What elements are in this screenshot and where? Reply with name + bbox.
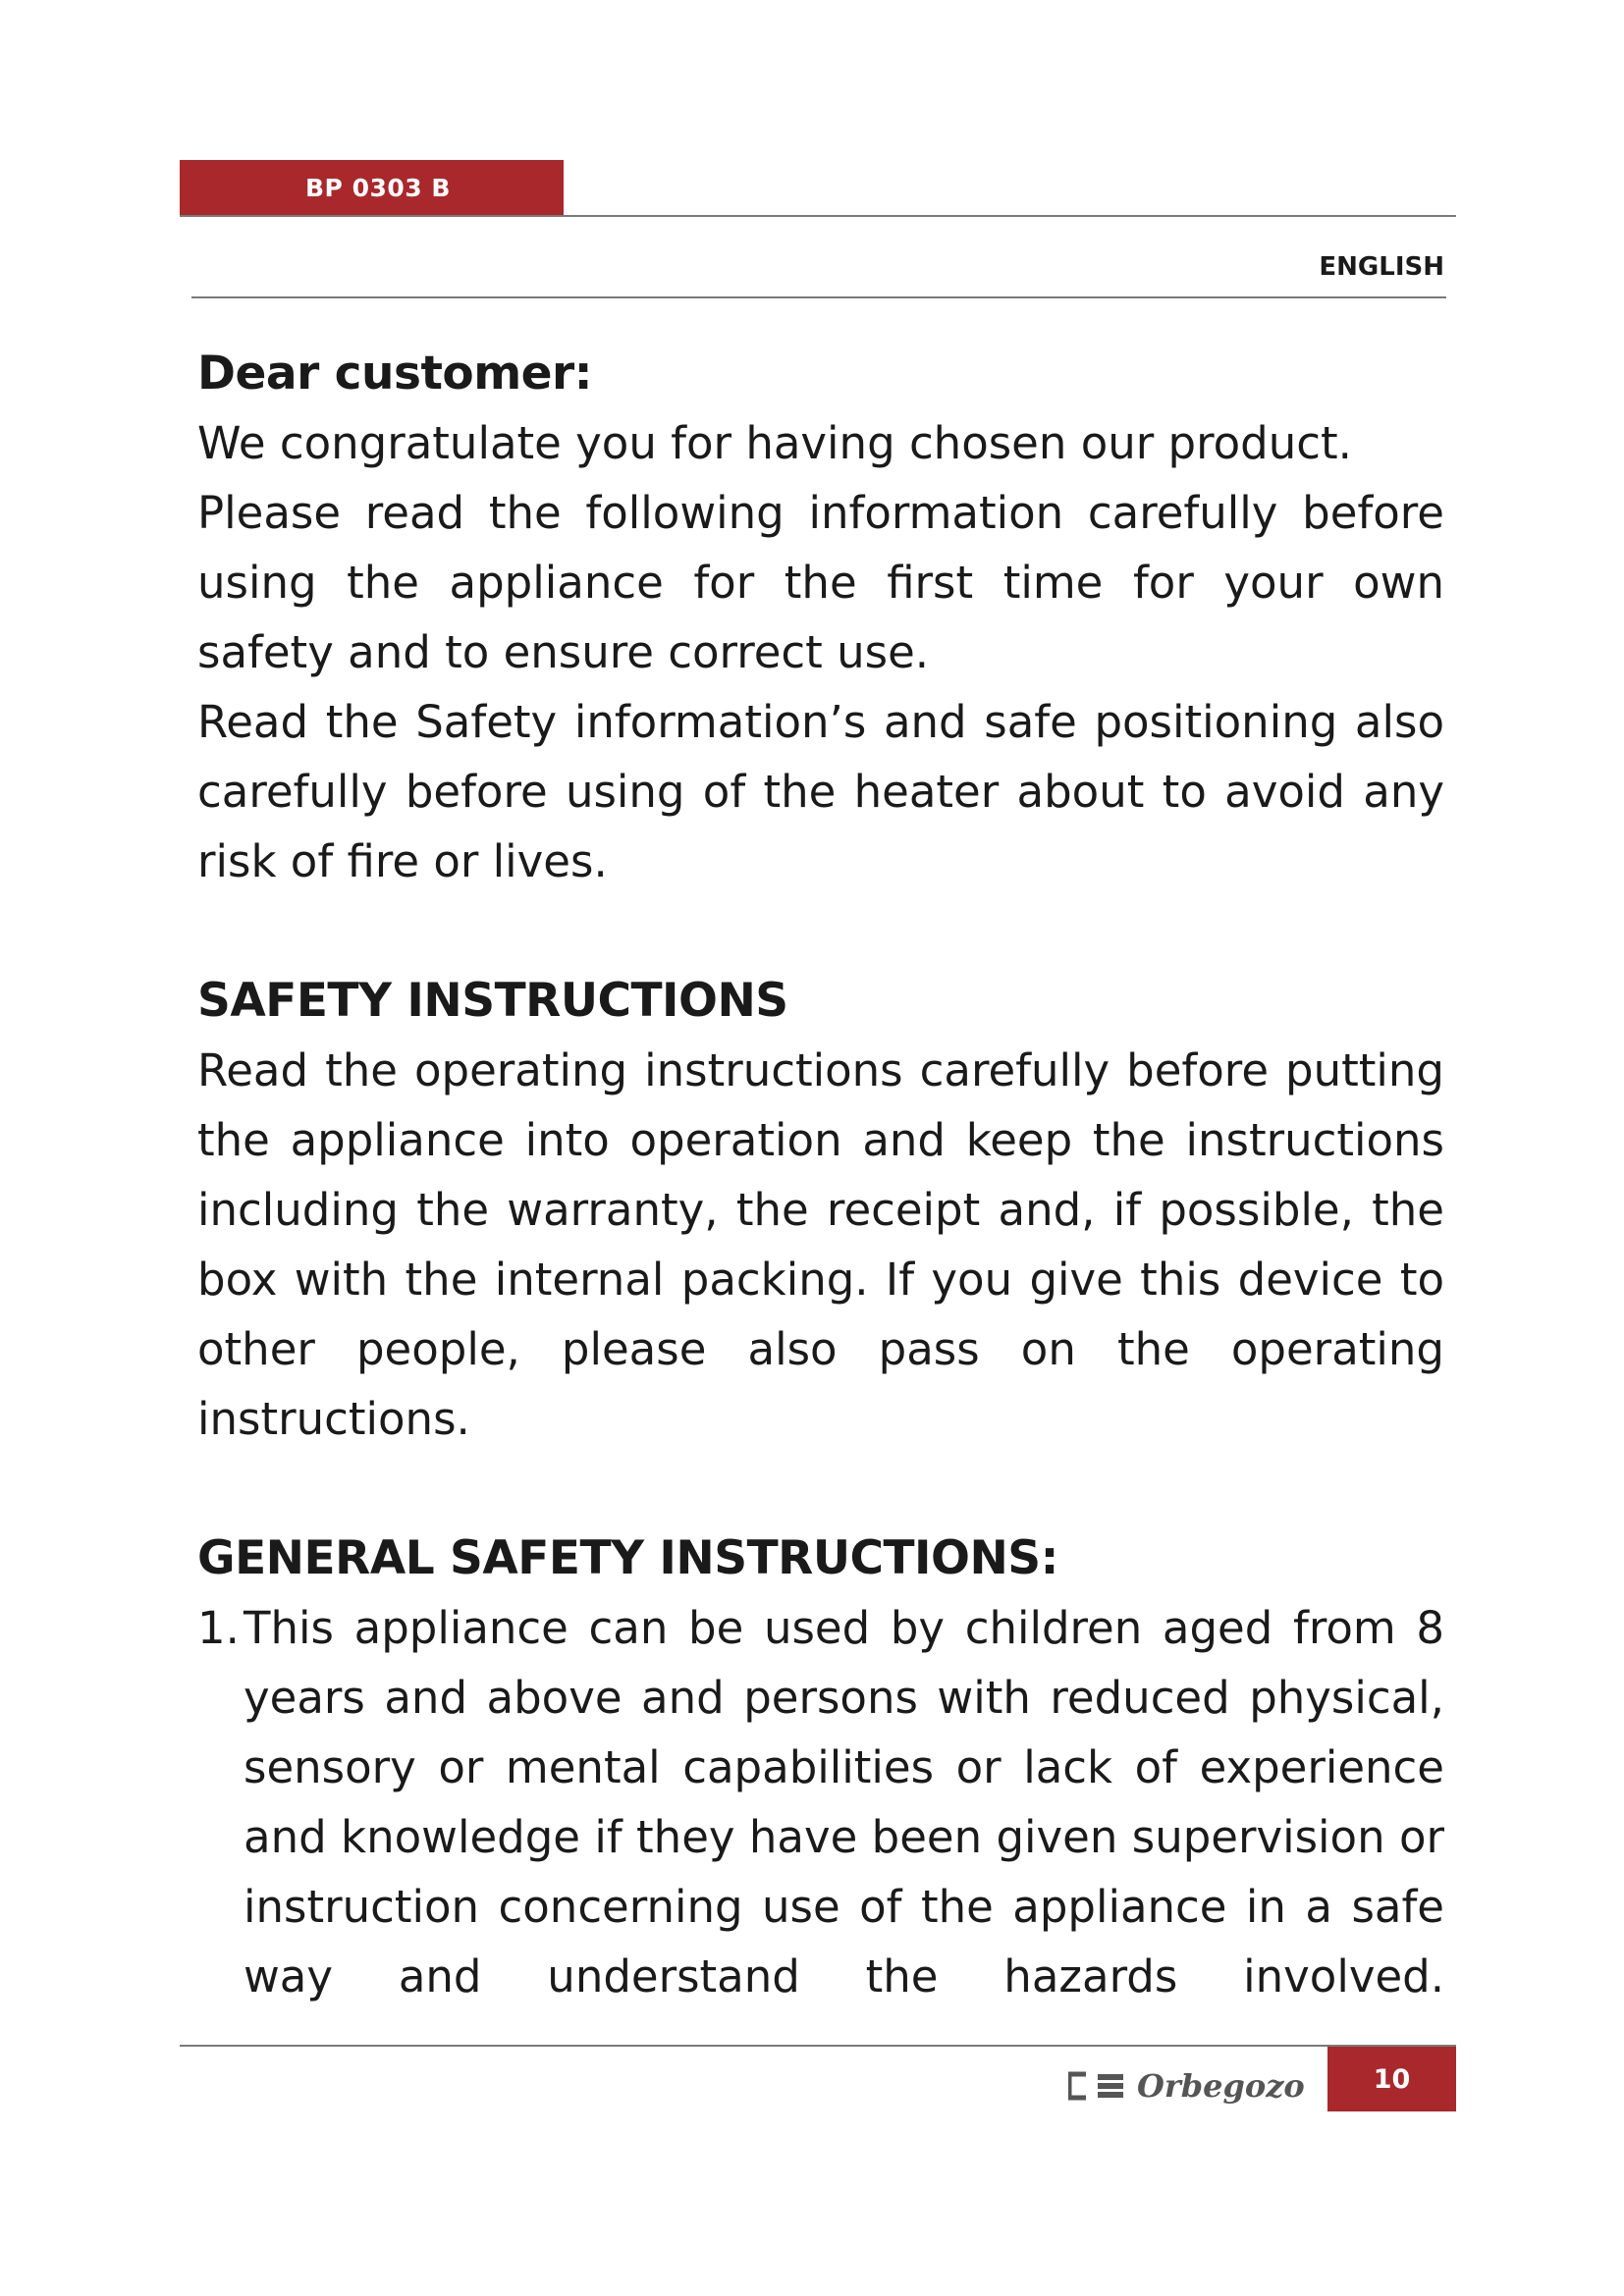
section-spacer bbox=[197, 896, 1444, 966]
model-number-tab bbox=[180, 160, 564, 216]
page-body bbox=[197, 339, 1444, 2011]
read-information-paragraph: Please read the following information carefully before using the appliance for the first time for your own safety and to ensure correct use. bbox=[197, 487, 1444, 678]
page-number: 10 bbox=[1327, 2047, 1456, 2111]
list-item-number: 1. bbox=[197, 1602, 240, 1654]
orbegozo-logo-icon bbox=[1068, 2071, 1125, 2101]
list-item-text: This appliance can be used by children aged from 8 years and above and persons with reduced physical, sensory or mental capabilities or lack of experience and knowledge if they have been given supervision or instruction concerning use of the appliance in a safe way and understand the hazards involved. bbox=[244, 1602, 1444, 2002]
safety-positioning-paragraph: Read the Safety information’s and safe positioning also carefully before using of the heater about to avoid any risk of fire or lives. bbox=[197, 696, 1444, 887]
model-number: BP 0303 B bbox=[305, 174, 451, 202]
header-rule bbox=[180, 215, 1456, 217]
brand-wordmark: Orbegozo bbox=[1137, 2067, 1305, 2105]
section-spacer bbox=[197, 1454, 1444, 1523]
brand-logo bbox=[1068, 2063, 1314, 2109]
general-safety-heading: GENERAL SAFETY INSTRUCTIONS: bbox=[197, 1531, 1058, 1585]
footer-rule bbox=[180, 2045, 1456, 2047]
operating-instructions-paragraph: Read the operating instructions carefully before putting the appliance into operation and keep the instructions including the warranty, the receipt and, if possible, the box with the internal packing. If you give this device to other people, please also pass on the operating instructions. bbox=[197, 1044, 1444, 1445]
list-item bbox=[197, 1593, 1444, 2011]
language-label: ENGLISH bbox=[1319, 252, 1444, 282]
greeting-heading: Dear customer: bbox=[197, 347, 593, 400]
language-rule bbox=[191, 296, 1446, 298]
safety-instructions-heading: SAFETY INSTRUCTIONS bbox=[197, 974, 788, 1028]
congratulation-text: We congratulate you for having chosen our product. bbox=[197, 417, 1352, 469]
